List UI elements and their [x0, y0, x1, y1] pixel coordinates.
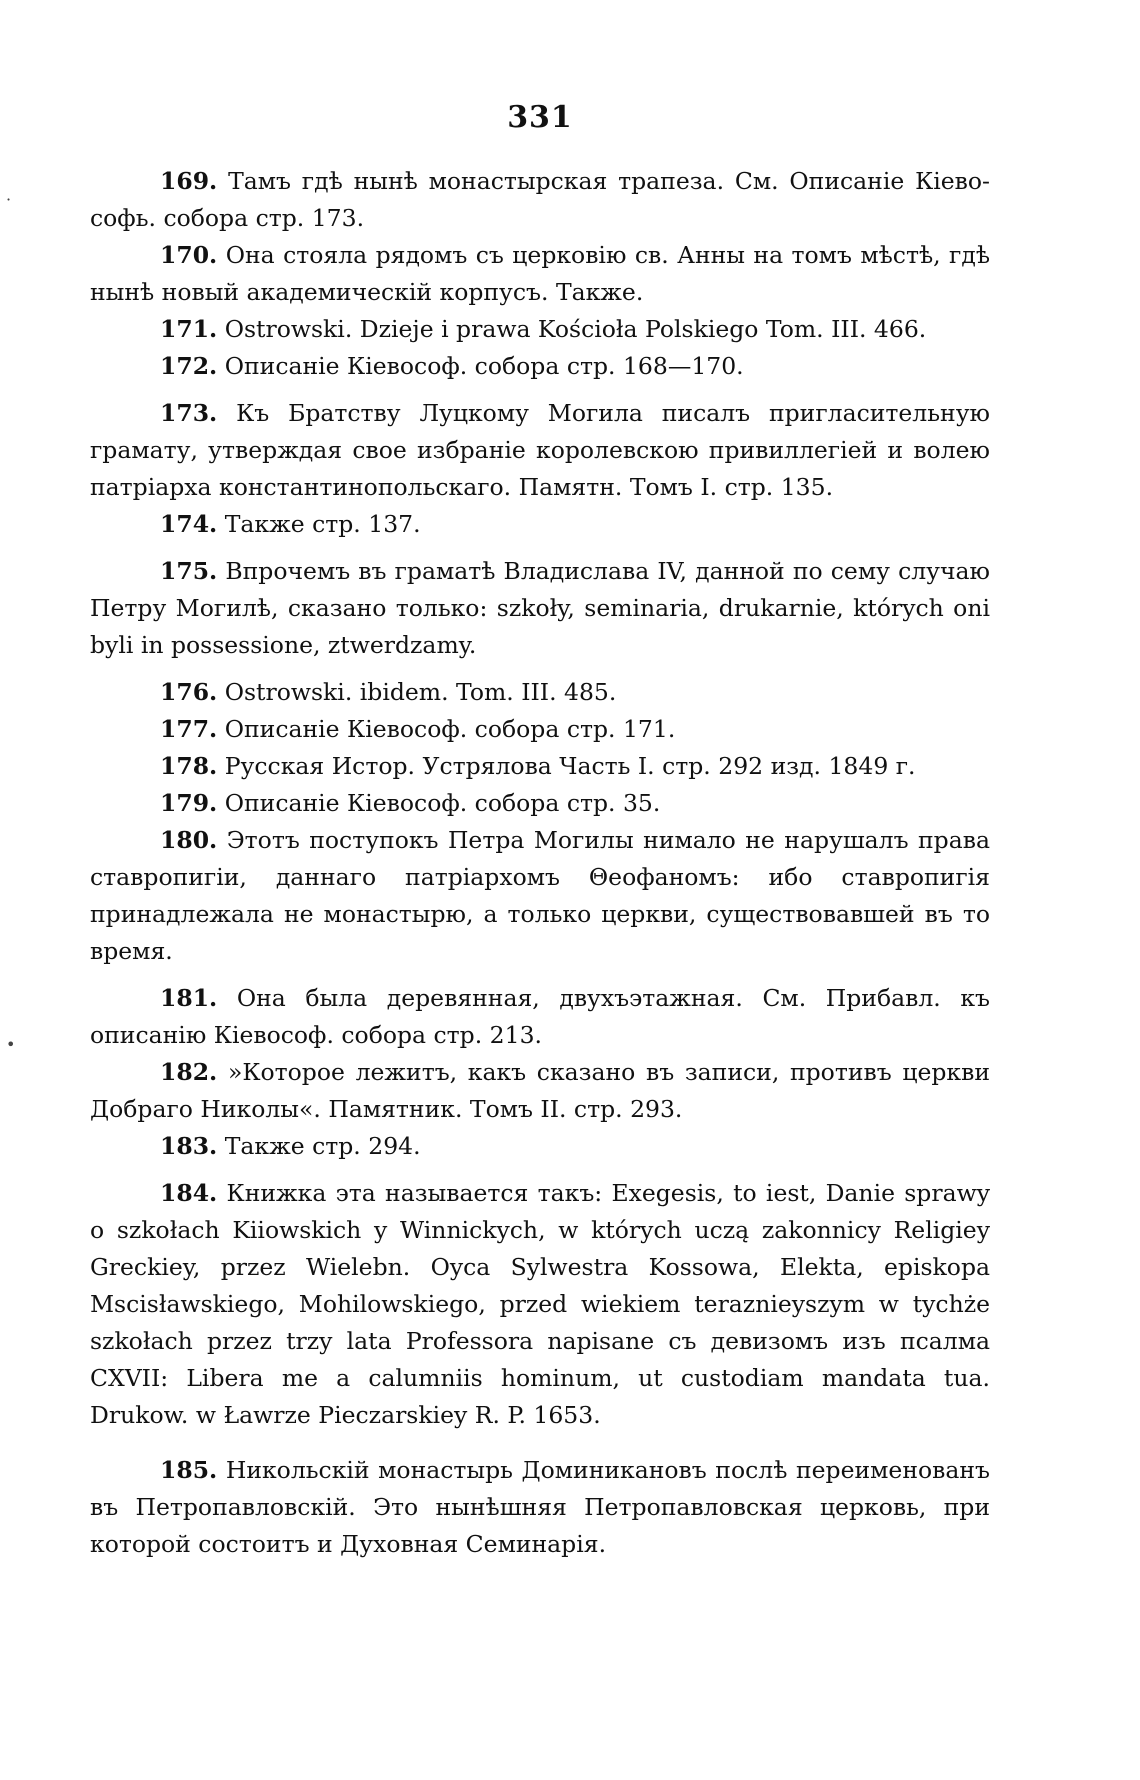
footnotes-list: [90, 163, 990, 1563]
footnote-number: 184.: [160, 1179, 218, 1207]
footnote-text: Впрочемъ въ граматѣ Владислава IV, данной по сему случаю Петру Могилѣ, сказано только: szkoły, seminaria, drukarnie, których oni byli in possessione, ztwerdzamy.: [90, 557, 990, 659]
footnote-text: Описаніе Кіевософ. собора стр. 168—170.: [224, 352, 744, 380]
footnote-178: [90, 748, 990, 785]
footnote-169: [90, 163, 990, 237]
footnote-170: [90, 237, 990, 311]
footnote-text: Тамъ гдѣ нынѣ монастырская трапеза. См. Описаніе Кіево-софь. собора стр. 173.: [90, 167, 990, 232]
footnote-179: [90, 785, 990, 822]
footnote-text: Описаніе Кіевософ. собора стр. 171.: [224, 715, 676, 743]
footnote-176: [90, 674, 990, 711]
footnote-182: [90, 1054, 990, 1128]
footnote-number: 178.: [160, 752, 218, 780]
footnote-183: [90, 1128, 990, 1165]
footnote-number: 185.: [160, 1456, 218, 1484]
footnote-text: »Которое лежитъ, какъ сказано въ записи, противъ церкви Добраго Николы«. Памятник. Томъ II. стр. 293.: [90, 1058, 990, 1123]
footnote-number: 176.: [160, 678, 218, 706]
footnote-text: Никольскій монастырь Доминикановъ послѣ переименованъ въ Петропавловскій. Это нынѣшняя Петропавловская церковь, при которой состоитъ и Духовная Семинарія.: [90, 1456, 990, 1558]
footnote-text: Также стр. 137.: [224, 510, 421, 538]
footnote-text: Ostrowski. ibidem. Tom. III. 485.: [224, 678, 617, 706]
footnote-number: 174.: [160, 510, 218, 538]
footnote-number: 182.: [160, 1058, 218, 1086]
footnote-number: 171.: [160, 315, 218, 343]
footnote-text: Книжка эта называется такъ: Exegesis, to iest, Danie sprawy o szkołach Kiiowskich y Winnickych, w których uczą zakonnicy Religiey Greckiey, przez Wielebn. Oyca Sylwestra Kossowa, Elekta, episkopa Mscisławskiego, Mohilowskiego, przed wiekiem teraznieyszym w tychże szkołach przez trzy lata Professora napisane съ девизомъ изъ псалма CXVII: Libera me a calumniis hominum, ut custodiam mandata tua. Drukow. w Ławrze Pieczarskiey R. P. 1653.: [90, 1179, 990, 1429]
footnote-180: [90, 822, 990, 970]
footnote-number: 181.: [160, 984, 218, 1012]
footnote-number: 173.: [160, 399, 218, 427]
footnote-number: 170.: [160, 241, 218, 269]
footnote-text: Также стр. 294.: [224, 1132, 421, 1160]
footnote-174: [90, 506, 990, 543]
footnote-185: [90, 1452, 990, 1563]
footnote-number: 169.: [160, 167, 218, 195]
footnote-171: [90, 311, 990, 348]
footnote-text: Этотъ поступокъ Петра Могилы нимало не нарушалъ права ставропигіи, даннаго патріархомъ Θеофаномъ: ибо ставропигія принадлежала не монастырю, а только церкви, существовавшей въ то время.: [90, 826, 990, 965]
footnote-text: Описаніе Кіевософ. собора стр. 35.: [224, 789, 661, 817]
footnote-number: 180.: [160, 826, 218, 854]
footnote-text: Она стояла рядомъ съ церковію св. Анны на томъ мѣстѣ, гдѣ нынѣ новый академическій корпусъ. Также.: [90, 241, 990, 306]
margin-speck: ·: [6, 190, 12, 209]
footnote-177: [90, 711, 990, 748]
footnote-number: 175.: [160, 557, 218, 585]
margin-speck: •: [6, 1035, 16, 1054]
footnote-184: [90, 1175, 990, 1434]
footnote-173: [90, 395, 990, 506]
footnote-181: [90, 980, 990, 1054]
footnote-text: Русская Истор. Устрялова Часть I. стр. 292 изд. 1849 г.: [224, 752, 916, 780]
footnote-172: [90, 348, 990, 385]
footnote-number: 172.: [160, 352, 218, 380]
footnote-number: 177.: [160, 715, 218, 743]
footnote-text: Къ Братству Луцкому Могила писалъ пригласительную грамату, утверждая свое избраніе королевскою привиллегіей и волею патріарха константинопольскаго. Памятн. Томъ I. стр. 135.: [90, 399, 990, 501]
page-number: 331: [507, 100, 573, 135]
footnote-text: Она была деревянная, двухъэтажная. См. Прибавл. къ описанію Кіевософ. собора стр. 213.: [90, 984, 990, 1049]
footnote-text: Ostrowski. Dzieje i prawa Kościoła Polskiego Tom. III. 466.: [224, 315, 927, 343]
footnote-175: [90, 553, 990, 664]
document-page: [90, 100, 990, 1563]
footnote-number: 179.: [160, 789, 218, 817]
footnote-number: 183.: [160, 1132, 218, 1160]
